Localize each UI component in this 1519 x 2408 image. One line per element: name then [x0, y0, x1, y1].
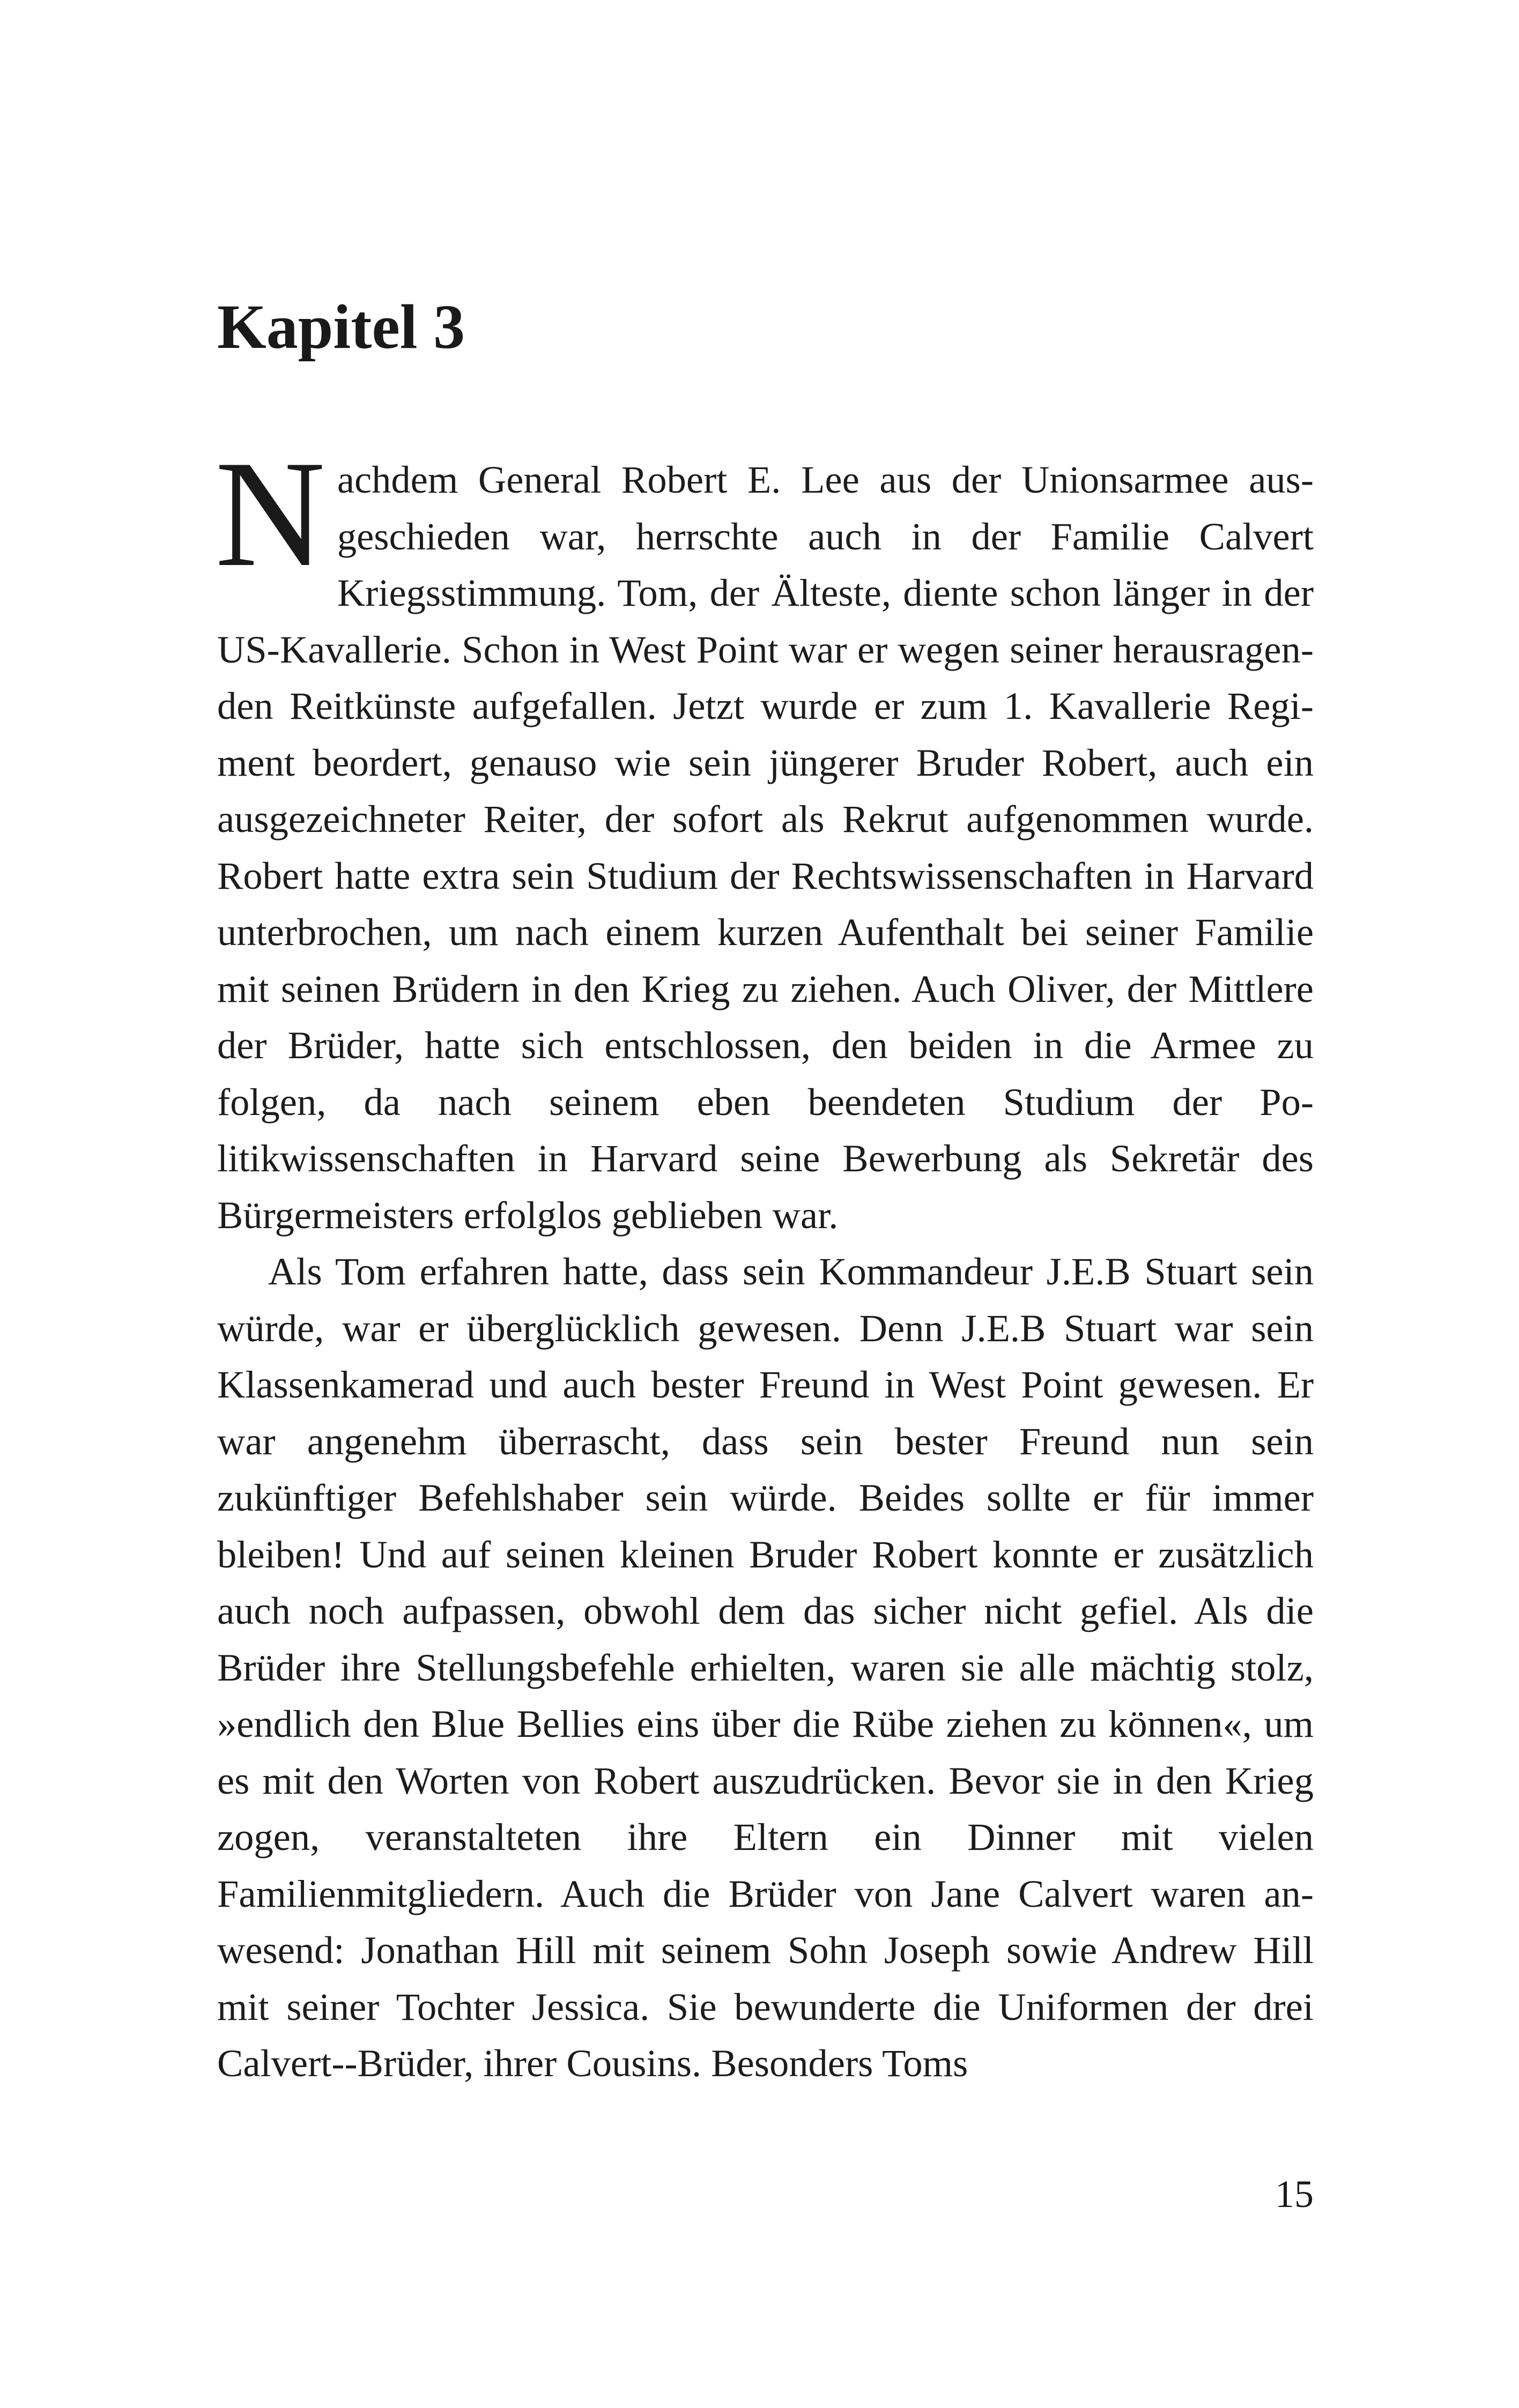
- chapter-title: Kapitel 3: [217, 292, 465, 362]
- drop-cap: N: [215, 429, 325, 598]
- paragraph-1-text: achdem General Robert E. Lee aus der Unionsarmee ausgeschieden war, herrschte auch in der Familie Calvert Kriegsstimmung. Tom, der Älteste, diente schon länger in der US-Kavallerie. Schon in West Point war er wegen seiner herausragenden Reitkünste aufgefallen. Jetzt wurde er zum 1. Kavallerie Regiment beordert, genauso wie sein jüngerer Bruder Robert, auch ein ausgezeichneter Reiter, der sofort als Rekrut aufgenommen wurde. Robert hatte extra sein Studium der Rechtswissenschaften in Harvard unterbrochen, um nach einem kurzen Aufenthalt bei seiner Familie mit seinen Brüdern in den Krieg zu ziehen. Auch Oliver, der Mittlere der Brüder, hatte sich entschlossen, den beiden in die Armee zu folgen, da nach seinem eben beendeten Studium der Politikwissenschaften in Harvard seine Bewerbung als Sekretär des Bürgermeisters erfolglos geblieben war.: [217, 458, 1314, 1237]
- page-number: 15: [1275, 2173, 1314, 2216]
- paragraph-1: [215, 429, 1314, 1243]
- paragraph-2: Als Tom erfahren hatte, dass sein Kommandeur J.E.B Stuart sein würde, war er überglücklich gewesen. Denn J.E.B Stuart war sein Klassenkamerad und auch bester Freund in West Point gewesen. Er war angenehm überrascht, dass sein bester Freund nun sein zukünftiger Befehlshaber sein würde. Beides sollte er für immer bleiben! Und auf seinen kleinen Bruder Robert konnte er zusätzlich auch noch aufpassen, obwohl dem das sicher nicht gefiel. Als die Brüder ihre Stellungsbefehle erhielten, waren sie alle mächtig stolz, »endlich den Blue Bellies eins über die Rübe ziehen zu können«, um es mit den Worten von Robert auszudrücken. Bevor sie in den Krieg zogen, veranstalteten ihre Eltern ein Dinner mit vielen Familienmitgliedern. Auch die Brüder von Jane Calvert waren anwesend: Jonathan Hill mit seinem Sohn Joseph sowie Andrew Hill mit seiner Tochter Jessica. Sie bewunderte die Uniformen der drei Calvert--Brüder, ihrer Cousins. Besonders Toms: [217, 1250, 1314, 2085]
- body-text: [215, 429, 1314, 2092]
